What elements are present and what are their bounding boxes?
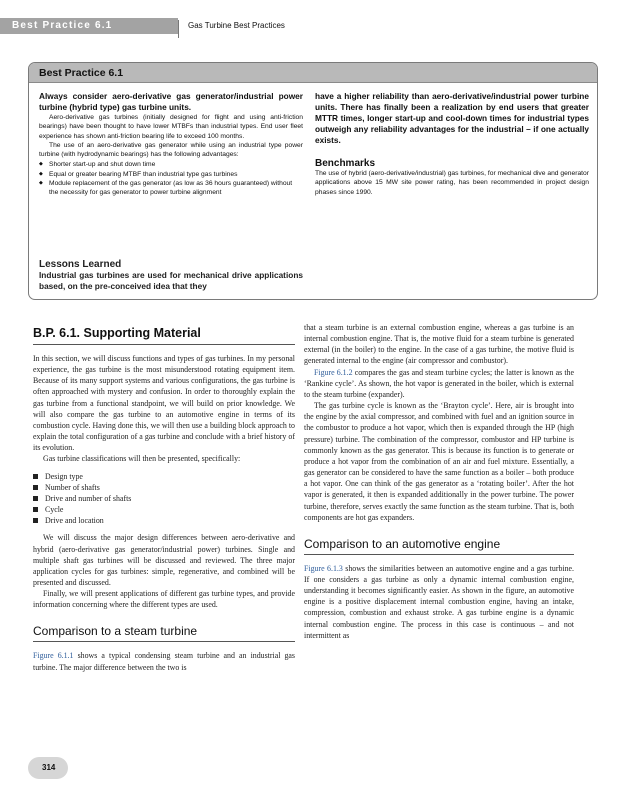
box-title: Best Practice 6.1 [29, 63, 597, 83]
body-paragraph: In this section, we will discuss functions and types of gas turbines. In my personal experience, the gas turbine is the most misunderstood rotating equipment item. Because of its many support systems and various configurations, the gas turbine is often approached with mystery and confusion. In order to thoroughly explain the gas turbine from a functional standpoint, we will build on prior knowledge. We will also compare the gas turbine to an automotive engine in terms of its combustion cycle. Having done this, we will then use a building block approach to explain the total configuration of a gas turbine and conclude with a brief history of its evolution. [33, 354, 295, 453]
subsection-title: Comparison to a steam turbine [33, 624, 295, 642]
list-item: Cycle [33, 504, 295, 515]
box-paragraph: The use of an aero-derivative gas generator while using an industrial type power turbine (with hydrodynamic bearings) has the following advantages: [39, 141, 303, 159]
classification-list [33, 471, 295, 527]
spacer [33, 610, 295, 624]
list-item: Drive and number of shafts [33, 493, 295, 504]
figure-link[interactable]: Figure 6.1.1 [33, 651, 74, 661]
body-paragraph: Gas turbine classifications will then be presented, specifically: [43, 454, 241, 464]
list-item: ◆ Shorter start-up and shut down time [39, 160, 303, 169]
figure-link[interactable]: Figure 6.1.3 [304, 563, 343, 573]
body-paragraph: We will discuss the major design differences between aero-derivative and hybrid (aero-derivative gas generator/industrial power) turbines. Single and multiple shaft gas turbines will be discussed and reviewed. The three major application cycles for gas turbines: simple, regenerative, and combined will be presented and discussed. [33, 533, 295, 587]
best-practice-box [28, 62, 598, 300]
box-paragraph: Aero-derivative gas turbines (initially designed for flight and using anti-friction bearings) have been thought to have lower MTBFs than industrial types. End user fleet experience has shown anti-friction bearing life to exceed 100 months. [39, 114, 303, 140]
section-label: Best Practice 6.1 [0, 18, 178, 34]
box-intro: Always consider aero-derivative gas generator/industrial power turbine (hybrid type) gas turbine units. [39, 91, 303, 112]
list-item: ◆ Equal or greater bearing MTBF than industrial type gas turbines [39, 170, 303, 179]
benchmarks-title: Benchmarks [315, 158, 376, 169]
box-left-column [39, 91, 303, 198]
subsection-title: Comparison to an automotive engine [304, 537, 574, 555]
lessons-learned [39, 253, 303, 292]
lessons-text: Industrial gas turbines are used for mechanical drive applications based, on the pre-conceived idea that they [39, 270, 303, 291]
figure-link[interactable]: Figure 6.1.2 [314, 367, 353, 377]
list-item: Design type [33, 471, 295, 482]
right-column [304, 322, 574, 641]
header-divider [178, 20, 179, 38]
body-paragraph [304, 563, 574, 641]
paragraph-text: shows the similarities between an automotive engine and a gas turbine. If one considers a gas turbine as only a dynamic internal combustion engine, understanding it becomes significantly easier. As shown in the figure, an automotive engine is a positive displacement internal combustion engine, having an intake, compression, combustion and exhaust stroke. A gas turbine engine is a dynamic internal combustion engine. The process in this case is continuous – and not intermittent as [304, 563, 575, 640]
left-column [33, 326, 295, 673]
paragraph-text: shows a typical condensing steam turbine and an industrial gas turbine. The major difference between the two is [33, 651, 295, 672]
body-paragraph: that a steam turbine is an external combustion engine, whereas a gas turbine is an internal combustion engine. That is, the motive fluid for a steam turbine is generated external (in the boiler) to the engine. In the case of a gas turbine, the motive fluid is generated internal to the engine (air compressor and combustor). [304, 323, 574, 366]
list-item: Number of shafts [33, 482, 295, 493]
section-title: B.P. 6.1. Supporting Material [33, 326, 295, 345]
page-number: 314 [28, 757, 68, 779]
box-right-column [315, 91, 589, 197]
advantages-list [39, 160, 303, 197]
lessons-title: Lessons Learned [39, 259, 122, 270]
list-item: ◆ Module replacement of the gas generator (as low as 36 hours guaranteed) without the necessity for gas generator to power turbine alignment [39, 179, 303, 198]
body-paragraph [304, 367, 574, 400]
body-paragraph [33, 650, 295, 672]
body-paragraph: The gas turbine cycle is known as the ‘Brayton cycle’. Here, air is brought into the engine by the axial compressor, and combined with fuel and an ignition source in the combustor to produce a hot vapor, which then is expanded through the HP (high pressure) turbine. The combination of the compressor, combustor and HP turbine is commonly known as the gas generator. This is because its function is to generate or produce a hot vapor from the combination of an air and fuel mixture. Essentially, a gas generator can be considered to have the same function as a boiler – both produce a hot vapor. One can think of the gas generator as a ‘rotating boiler’. After the hot vapor is generated, it then is expanded additionally in the power turbine. The power turbine, therefore, serves exactly the same function as the steam turbine. That is, both components are hot gas expanders. [304, 401, 574, 522]
list-item: Drive and location [33, 515, 295, 526]
spacer [304, 523, 574, 537]
paragraph-text: compares the gas and steam turbine cycles; the latter is known as the ‘Rankine cycle’. As shown, the hot vapor is generated in the boiler, which is external to the steam turbine (expander). [304, 367, 574, 399]
page-header [0, 0, 626, 50]
book-title: Gas Turbine Best Practices [188, 21, 285, 30]
benchmarks-text: The use of hybrid (aero-derivative/industrial) gas turbines, for mechanical dive and generator applications above 15 MW site power rating, has been recommended in project design phases since 1990. [315, 170, 589, 196]
body-paragraph: Finally, we will present applications of different gas turbine types, and provide information concerning where the different types are used. [33, 589, 295, 610]
lessons-continued: have a higher reliability than aero-derivative/industrial power turbine units. There has finally been a realization by end users that greater MTTR times, longer start-up and cool-down times for industrial types outweigh any reliability advantages for the industrial – if one actually exists. [315, 91, 589, 145]
